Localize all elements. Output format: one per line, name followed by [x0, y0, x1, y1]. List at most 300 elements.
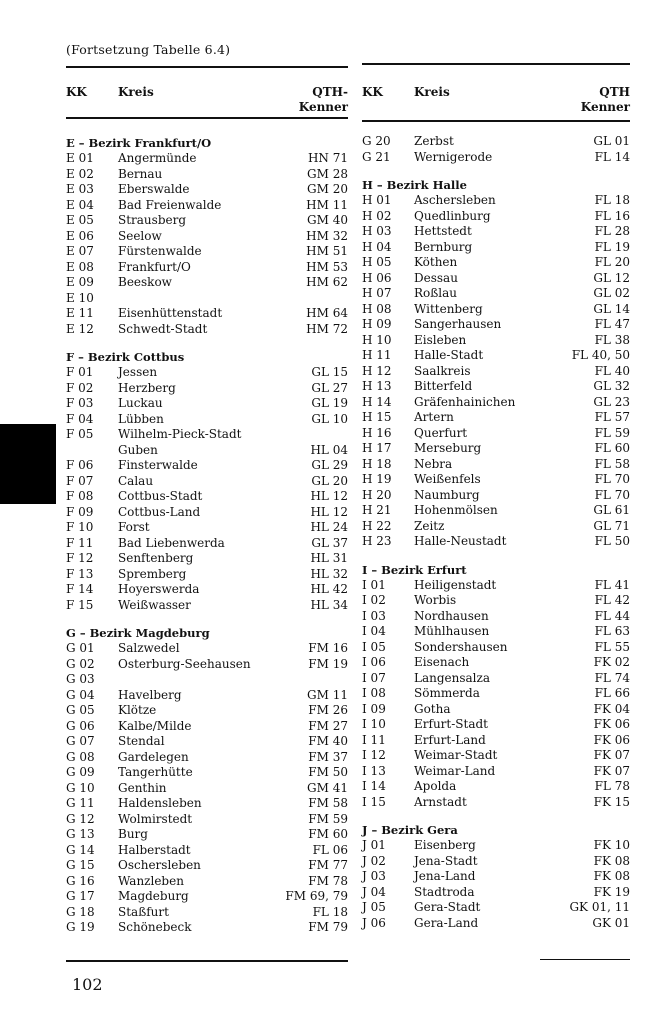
cell-kreis: Klötze	[118, 703, 157, 717]
table-row	[362, 795, 630, 811]
table-row	[66, 381, 348, 397]
table-row	[362, 838, 630, 854]
cell-qth: FL 63	[594, 624, 630, 638]
cell-qth: FL 19	[594, 239, 630, 254]
cell-qth: HM 51	[306, 244, 348, 258]
cell-kk: I 06	[362, 655, 386, 669]
cell-kreis: Frankfurt/O	[118, 259, 191, 274]
cell-qth: GL 29	[311, 458, 348, 472]
cell-kreis: Sangerhausen	[414, 317, 502, 331]
cell-qth: FL 42	[594, 593, 630, 607]
cell-kk: F 08	[66, 489, 94, 503]
cell-kk: H 05	[362, 255, 392, 269]
cell-kk: I 10	[362, 717, 386, 731]
cell-qth: FM 27	[308, 718, 348, 733]
cell-qth: FL 70	[594, 472, 630, 486]
table-row	[362, 488, 630, 504]
table-row	[362, 578, 630, 594]
table-row	[66, 151, 348, 167]
cell-kreis: Burg	[118, 827, 148, 841]
cell-kreis: Osterburg-Seehausen	[118, 656, 251, 671]
cell-kreis: Worbis	[414, 593, 457, 607]
cell-kk: H 19	[362, 472, 392, 486]
cell-kk: J 04	[362, 884, 386, 899]
table-row	[362, 748, 630, 764]
cell-kk: I 03	[362, 608, 386, 623]
cell-kk: F 05	[66, 427, 94, 441]
cell-qth: HM 53	[306, 259, 348, 274]
cell-kreis: Eisenhüttenstadt	[118, 306, 223, 320]
cell-qth: GM 40	[307, 213, 348, 227]
table-row	[66, 458, 348, 474]
cell-kk: H 04	[362, 239, 392, 254]
cell-kreis: Jena-Stadt	[414, 853, 478, 868]
cell-qth: FL 58	[594, 456, 630, 471]
cell-kk: G 04	[66, 687, 95, 702]
cell-qth: FM 59	[308, 811, 348, 826]
cell-kreis: Jessen	[118, 365, 158, 379]
cell-qth: FK 02	[593, 655, 630, 669]
table-row	[66, 750, 348, 766]
cell-kk: H 14	[362, 394, 392, 409]
cell-kreis: Herzberg	[118, 380, 176, 395]
cell-kreis: Weimar-Land	[414, 763, 496, 778]
cell-qth: FL 14	[594, 149, 630, 164]
cell-qth: FL 74	[594, 670, 630, 685]
cell-kk: H 06	[362, 270, 392, 285]
cell-kreis: Aschersleben	[414, 193, 496, 207]
cell-qth: FL 44	[594, 608, 630, 623]
cell-kk: E 05	[66, 213, 94, 227]
table-row	[66, 229, 348, 245]
section-title: F – Bezirk Cottbus	[66, 350, 185, 364]
cell-kreis: Halberstadt	[118, 842, 191, 857]
cell-qth: FM 50	[308, 765, 348, 779]
cell-kk: F 12	[66, 551, 94, 565]
cell-kreis: Nebra	[414, 456, 453, 471]
table-row	[66, 443, 348, 459]
cell-qth: GL 20	[311, 473, 348, 488]
cell-kk: E 08	[66, 259, 94, 274]
cell-kk: E 06	[66, 228, 94, 243]
section-gap	[362, 165, 630, 177]
cell-kk: I 01	[362, 577, 386, 592]
cell-qth: HM 64	[306, 306, 348, 320]
table-row	[66, 905, 348, 921]
table-row	[362, 640, 630, 656]
table-row	[66, 827, 348, 843]
cell-kreis: Stadtroda	[414, 884, 475, 899]
cell-qth: HL 12	[310, 504, 348, 519]
cell-qth: FM 16	[308, 641, 348, 655]
cell-kk: H 16	[362, 425, 392, 440]
table-row	[362, 655, 630, 671]
table-row	[66, 657, 348, 673]
cell-qth: GL 19	[311, 396, 348, 410]
cell-kk: I 07	[362, 670, 386, 685]
cell-qth: FK 06	[593, 732, 630, 747]
cell-kk: G 02	[66, 656, 95, 671]
header-kk: KK	[66, 85, 87, 99]
cell-kreis: Nordhausen	[414, 608, 489, 623]
cell-kreis: Naumburg	[414, 487, 480, 502]
table-row	[66, 291, 348, 307]
table-row	[362, 302, 630, 318]
cell-qth: FL 16	[594, 208, 630, 223]
table-row	[66, 260, 348, 276]
table-row	[362, 255, 630, 271]
cell-kk: F 04	[66, 411, 94, 426]
section-title: G – Bezirk Magdeburg	[66, 626, 210, 640]
cell-qth: GM 11	[307, 687, 348, 702]
table-row	[66, 244, 348, 260]
table-row	[66, 167, 348, 183]
table-row	[66, 365, 348, 381]
cell-kk: E 04	[66, 197, 94, 212]
cell-kreis: Roßlau	[414, 286, 457, 300]
header-qth	[299, 85, 348, 115]
cell-kk: H 09	[362, 317, 392, 331]
cell-kk: G 11	[66, 796, 95, 810]
cell-qth: GL 15	[311, 365, 348, 379]
cell-kreis: Wanzleben	[118, 873, 184, 888]
cell-qth: FK 07	[593, 748, 630, 762]
cell-kreis: Gera-Stadt	[414, 900, 481, 914]
table-row	[66, 765, 348, 781]
cell-kreis: Forst	[118, 520, 150, 534]
cell-kreis: Wernigerode	[414, 149, 493, 164]
cell-kk: E 03	[66, 182, 94, 196]
table-row	[362, 395, 630, 411]
column-header	[66, 72, 348, 112]
cell-qth: HL 24	[310, 520, 348, 534]
cell-qth: GL 10	[311, 411, 348, 426]
table-row	[66, 719, 348, 735]
column-body	[66, 135, 348, 936]
cell-kk: F 13	[66, 566, 94, 581]
cell-qth: GL 23	[593, 394, 630, 409]
table-row	[66, 412, 348, 428]
cell-qth: GL 71	[593, 518, 630, 533]
bottom-rule-right	[540, 959, 630, 960]
cell-kk: G 05	[66, 703, 95, 717]
table-row	[362, 764, 630, 780]
table-row	[362, 593, 630, 609]
cell-qth: HL 32	[310, 566, 348, 581]
cell-qth: FL 78	[594, 779, 630, 793]
cell-kreis: Gräfenhainichen	[414, 394, 516, 409]
cell-qth: FM 69, 79	[285, 889, 348, 903]
table-row	[362, 854, 630, 870]
cell-kk: G 19	[66, 920, 95, 934]
table-row	[66, 688, 348, 704]
cell-kreis: Lübben	[118, 411, 164, 426]
cell-qth: GL 37	[311, 535, 348, 550]
table-row	[362, 286, 630, 302]
cell-qth: FL 40	[594, 363, 630, 378]
cell-kk: J 03	[362, 869, 386, 883]
cell-kk: E 10	[66, 290, 94, 305]
cell-kreis: Bad Freienwalde	[118, 197, 222, 212]
table-row	[66, 213, 348, 229]
cell-qth: GM 41	[307, 780, 348, 795]
cell-qth: FL 20	[594, 255, 630, 269]
cell-kk: H 21	[362, 503, 392, 517]
cell-qth: FL 06	[312, 842, 348, 857]
table-row	[66, 306, 348, 322]
table-row	[66, 427, 348, 443]
cell-kreis: Bernau	[118, 166, 163, 181]
cell-kreis: Weimar-Stadt	[414, 748, 498, 762]
top-rule-left	[66, 66, 348, 68]
cell-kk: G 18	[66, 904, 95, 919]
cell-qth: FM 78	[308, 873, 348, 888]
cell-kreis: Genthin	[118, 780, 167, 795]
table-row	[362, 624, 630, 640]
cell-kreis: Haldensleben	[118, 796, 202, 810]
cell-kreis: Weißwasser	[118, 597, 191, 612]
cell-kreis: Langensalza	[414, 670, 490, 685]
cell-kk: H 17	[362, 441, 392, 455]
cell-kreis: Oschersleben	[118, 858, 201, 872]
table-row	[362, 519, 630, 535]
bottom-rule-left	[66, 960, 348, 962]
page-number: 102	[72, 975, 103, 994]
cell-kreis: Köthen	[414, 255, 458, 269]
cell-kreis: Jena-Land	[414, 869, 476, 883]
cell-kreis: Zerbst	[414, 134, 454, 148]
table-row	[66, 582, 348, 598]
cell-kreis: Calau	[118, 473, 154, 488]
cell-kk: J 06	[362, 915, 386, 930]
cell-qth: GK 01	[592, 915, 630, 930]
table-row	[66, 598, 348, 614]
thumb-index-tab	[0, 424, 56, 504]
cell-kk: E 11	[66, 306, 94, 320]
cell-kk: G 16	[66, 873, 95, 888]
table-row	[362, 885, 630, 901]
cell-qth: FL 38	[594, 332, 630, 347]
cell-kk: G 13	[66, 827, 95, 841]
cell-qth: FL 47	[594, 317, 630, 331]
table-row	[362, 686, 630, 702]
cell-kk: G 10	[66, 780, 95, 795]
cell-kreis: Sondershausen	[414, 639, 508, 654]
table-row	[66, 275, 348, 291]
header-qth-line1: QTH-	[312, 85, 348, 99]
cell-qth: FM 79	[308, 920, 348, 934]
cell-kk: G 20	[362, 134, 391, 148]
cell-kk: E 12	[66, 321, 94, 336]
cell-qth: FK 08	[593, 869, 630, 883]
cell-kk: H 08	[362, 301, 392, 316]
cell-kreis: Heiligenstadt	[414, 577, 497, 592]
table-row	[66, 858, 348, 874]
cell-kreis: Weißenfels	[414, 472, 481, 486]
section-title: H – Bezirk Halle	[362, 178, 467, 192]
cell-kk: G 03	[66, 672, 95, 686]
table-row	[66, 551, 348, 567]
table-row	[66, 474, 348, 490]
cell-kk: E 02	[66, 166, 94, 181]
cell-kk: F 03	[66, 396, 94, 410]
cell-kk: F 02	[66, 380, 94, 395]
cell-kk: F 01	[66, 365, 94, 379]
cell-kreis: Arnstadt	[414, 794, 467, 809]
cell-kk: G 07	[66, 734, 95, 748]
cell-kk: F 14	[66, 582, 94, 596]
cell-kk: H 20	[362, 487, 392, 502]
cell-kk: I 08	[362, 686, 386, 700]
cell-kreis: Eisleben	[414, 332, 467, 347]
cell-qth: FK 15	[593, 794, 630, 809]
cell-qth: HM 32	[306, 228, 348, 243]
section-gap	[66, 337, 348, 349]
cell-qth: FK 10	[593, 838, 630, 852]
table-row	[362, 503, 630, 519]
table-row	[66, 641, 348, 657]
cell-kreis: Gera-Land	[414, 915, 479, 930]
cell-kk: G 14	[66, 842, 95, 857]
table-row	[66, 182, 348, 198]
cell-kreis: Spremberg	[118, 566, 187, 581]
cell-kk: H 03	[362, 224, 392, 238]
cell-kreis: Hettstedt	[414, 224, 472, 238]
table-row	[362, 379, 630, 395]
cell-qth: HN 71	[307, 151, 348, 165]
cell-kreis: Bernburg	[414, 239, 473, 254]
cell-kreis: Senftenberg	[118, 551, 194, 565]
cell-kk: I 13	[362, 763, 386, 778]
cell-kk: I 12	[362, 748, 386, 762]
cell-kreis: Bad Liebenwerda	[118, 535, 225, 550]
cell-kreis: Salzwedel	[118, 641, 180, 655]
cell-kk: H 15	[362, 410, 392, 424]
cell-kreis: Eisenberg	[414, 838, 476, 852]
cell-kreis: Cottbus-Land	[118, 504, 201, 519]
column-body	[362, 134, 630, 931]
table-column-right	[362, 72, 630, 931]
table-row	[362, 702, 630, 718]
cell-qth: FK 04	[593, 701, 630, 716]
header-qth-line2: Kenner	[298, 100, 348, 114]
cell-qth: GM 28	[307, 166, 348, 181]
cell-qth: FL 59	[594, 425, 630, 440]
table-row	[362, 457, 630, 473]
cell-qth: FL 18	[312, 904, 348, 919]
cell-kk: F 09	[66, 504, 94, 519]
cell-kreis: Cottbus-Stadt	[118, 489, 203, 503]
cell-qth: FL 18	[594, 193, 630, 207]
cell-kk: J 05	[362, 900, 386, 914]
cell-kreis: Bitterfeld	[414, 379, 473, 393]
header-kreis: Kreis	[414, 85, 450, 99]
table-row	[362, 869, 630, 885]
table-row	[66, 672, 348, 688]
cell-kk: J 02	[362, 853, 386, 868]
table-row	[66, 322, 348, 338]
cell-kk: G 01	[66, 641, 95, 655]
cell-kk: I 05	[362, 639, 386, 654]
cell-qth: GK 01, 11	[569, 900, 630, 914]
cell-qth: HM 11	[306, 197, 348, 212]
cell-qth: GL 27	[311, 380, 348, 395]
cell-kreis: Magdeburg	[118, 889, 189, 903]
cell-qth: FL 50	[594, 534, 630, 548]
cell-kk: H 01	[362, 193, 392, 207]
cell-kk: I 04	[362, 624, 386, 638]
table-row	[362, 150, 630, 166]
cell-kreis: Artern	[414, 410, 454, 424]
table-row	[66, 489, 348, 505]
cell-kreis: Eberswalde	[118, 182, 190, 196]
cell-qth: FL 55	[594, 639, 630, 654]
section-title: I – Bezirk Erfurt	[362, 562, 467, 577]
cell-kreis: Angermünde	[118, 151, 197, 165]
cell-kk: G 06	[66, 718, 95, 733]
cell-qth: FM 60	[308, 827, 348, 841]
cell-kreis: Finsterwalde	[118, 458, 198, 472]
cell-kk: G 15	[66, 858, 95, 872]
section-title: J – Bezirk Gera	[362, 823, 458, 837]
table-row	[66, 796, 348, 812]
table-row	[362, 364, 630, 380]
cell-kk: F 07	[66, 473, 94, 488]
table-row	[66, 781, 348, 797]
table-row	[66, 703, 348, 719]
cell-qth: HM 62	[306, 275, 348, 289]
cell-kreis: Stendal	[118, 734, 165, 748]
table-row	[362, 779, 630, 795]
cell-kreis: Hohenmölsen	[414, 503, 498, 517]
table-row	[362, 717, 630, 733]
cell-kk: J 01	[362, 838, 386, 852]
cell-qth: FM 37	[308, 749, 348, 764]
cell-kreis: Schönebeck	[118, 920, 192, 934]
cell-kk: I 11	[362, 732, 386, 747]
cell-qth: GL 32	[593, 379, 630, 393]
cell-kk: F 11	[66, 535, 94, 550]
table-row	[66, 734, 348, 750]
table-row	[66, 567, 348, 583]
table-row	[362, 333, 630, 349]
column-header	[362, 72, 630, 112]
cell-kk: I 09	[362, 701, 386, 716]
table-row	[66, 812, 348, 828]
cell-qth: FM 19	[308, 656, 348, 671]
cell-qth: HM 72	[306, 321, 348, 336]
section-gap	[66, 613, 348, 625]
cell-qth: FK 07	[593, 763, 630, 778]
top-rule-right	[362, 63, 630, 65]
table-row	[66, 198, 348, 214]
cell-kk: H 07	[362, 286, 392, 300]
cell-qth: HL 04	[310, 442, 348, 457]
section-gap	[362, 550, 630, 562]
cell-kk: H 22	[362, 518, 392, 533]
table-row	[362, 426, 630, 442]
cell-kk: E 09	[66, 275, 94, 289]
cell-kreis: Eisenach	[414, 655, 470, 669]
cell-qth: HL 31	[310, 551, 348, 565]
cell-kk: H 02	[362, 208, 392, 223]
cell-kreis: Apolda	[414, 779, 457, 793]
table-row	[362, 193, 630, 209]
table-row	[362, 224, 630, 240]
cell-kk: G 08	[66, 749, 95, 764]
header-kk: KK	[362, 85, 383, 99]
cell-kk: H 12	[362, 363, 392, 378]
